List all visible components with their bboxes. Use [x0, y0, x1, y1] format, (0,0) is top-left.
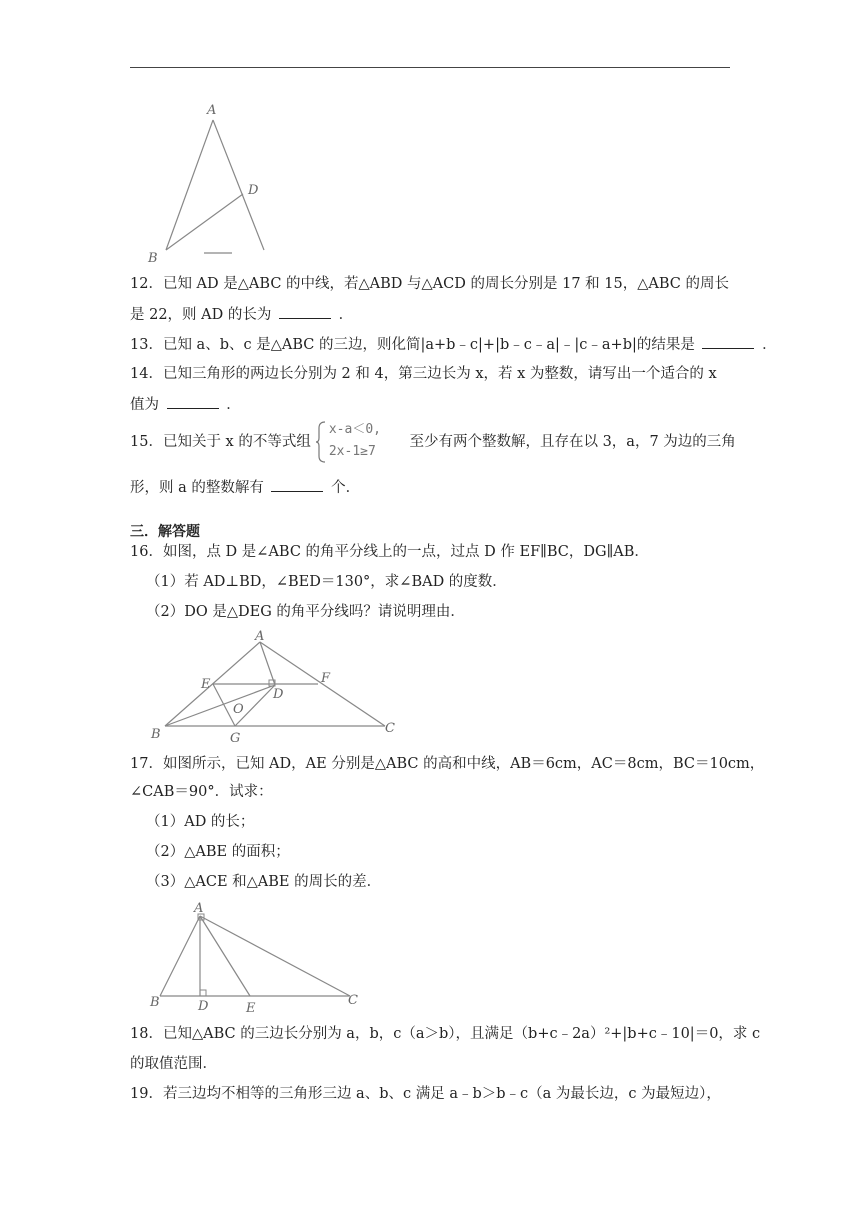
q18-line1: 18．已知△ABC 的三边长分别为 a，b，c（a＞b），且满足（b+c﹣2a）²+|b+c﹣10|＝0，求 c [130, 1026, 761, 1042]
triangle-figure-abc-17 [140, 898, 370, 1016]
label-d: D [248, 183, 259, 198]
label16-f: F [321, 671, 331, 686]
section-title: 三．解答题 [130, 524, 200, 540]
q14-line2-text: 值为 [130, 397, 159, 413]
label17-d: D [198, 999, 209, 1014]
q12-line2-text: 是 22，则 AD 的长为 [130, 307, 272, 323]
label17-c: C [348, 993, 358, 1008]
triangle-figure-abc-16 [145, 628, 405, 746]
label17-e: E [246, 1001, 256, 1016]
q14-answer-blank[interactable] [167, 394, 219, 409]
q14-line2-end: ． [226, 397, 241, 413]
q16-stem: 16．如图，点 D 是∠ABC 的角平分线上的一点，过点 D 作 EF∥BC，DG∥AB． [130, 544, 649, 560]
q13-text: 13．已知 a、b、c 是△ABC 的三边，则化简|a+b﹣c|+|b﹣c﹣a|﹣|c﹣a+b|的结果是 [130, 337, 695, 353]
q13-line [130, 334, 777, 355]
q12-line1: 12．已知 AD 是△ABC 的中线，若△ABD 与△ACD 的周长分别是 17 和 15，△ABC 的周长 [130, 276, 729, 292]
label16-a: A [255, 629, 265, 644]
label16-g: G [230, 731, 241, 746]
q17-part2: （2）△ABE 的面积； [146, 844, 290, 860]
label-a: A [207, 103, 217, 118]
q19-line1: 19．若三边均不相等的三角形三边 a、b、c 满足 a﹣b＞b﹣c（a 为最长边，c 为最短边）， [130, 1086, 721, 1102]
label16-c: C [385, 721, 395, 736]
header-rule [130, 67, 730, 68]
inequality-1: x-a＜0, [328, 422, 381, 437]
q17-part3: （3）△ACE 和△ABE 的周长的差． [146, 874, 382, 890]
q15-line2-text: 形，则 a 的整数解有 [130, 480, 264, 496]
label17-b: B [150, 995, 160, 1010]
q12-line2 [130, 304, 730, 325]
q16-part1: （1）若 AD⊥BD，∠BED＝130°，求∠BAD 的度数． [146, 574, 507, 590]
q15-line1 [130, 420, 736, 464]
q16-part2: （2）DO 是△DEG 的角平分线吗？请说明理由． [146, 604, 465, 620]
label17-a: A [194, 901, 204, 916]
q15-text-cont: 至少有两个整数解，且存在以 3，a，7 为边的三角 [404, 434, 736, 450]
brace-icon [315, 420, 327, 464]
label16-d: D [273, 687, 284, 702]
inequality-system [315, 420, 401, 464]
q14-line1: 14．已知三角形的两边长分别为 2 和 4，第三边长为 x，若 x 为整数，请写出一个适合的 x [130, 366, 717, 382]
triangle-figure-abd [140, 100, 280, 265]
q15-line2-end: 个． [331, 480, 361, 496]
q13-answer-blank[interactable] [702, 334, 754, 349]
q12-line2-end: ． [338, 307, 354, 323]
label16-b: B [151, 727, 161, 742]
label16-e: E [201, 677, 211, 692]
q15-answer-blank[interactable] [271, 477, 323, 492]
q13-end: ． [762, 337, 777, 353]
inequality-2: 2x-1≥7 [328, 444, 376, 459]
q18-line2: 的取值范围． [130, 1056, 217, 1072]
q14-line2 [130, 394, 730, 415]
label16-o: O [233, 702, 244, 717]
q15-line2 [130, 477, 730, 498]
q15-text: 15．已知关于 x 的不等式组 [130, 434, 311, 450]
q17-line2: ∠CAB＝90°．试求： [130, 784, 273, 800]
q12-answer-blank[interactable] [279, 304, 331, 319]
q17-line1: 17．如图所示，已知 AD，AE 分别是△ABC 的高和中线，AB＝6cm，AC＝8cm，BC＝10cm， [130, 756, 765, 772]
label-b: B [148, 251, 158, 266]
q17-part1: （1）AD 的长； [146, 814, 255, 830]
